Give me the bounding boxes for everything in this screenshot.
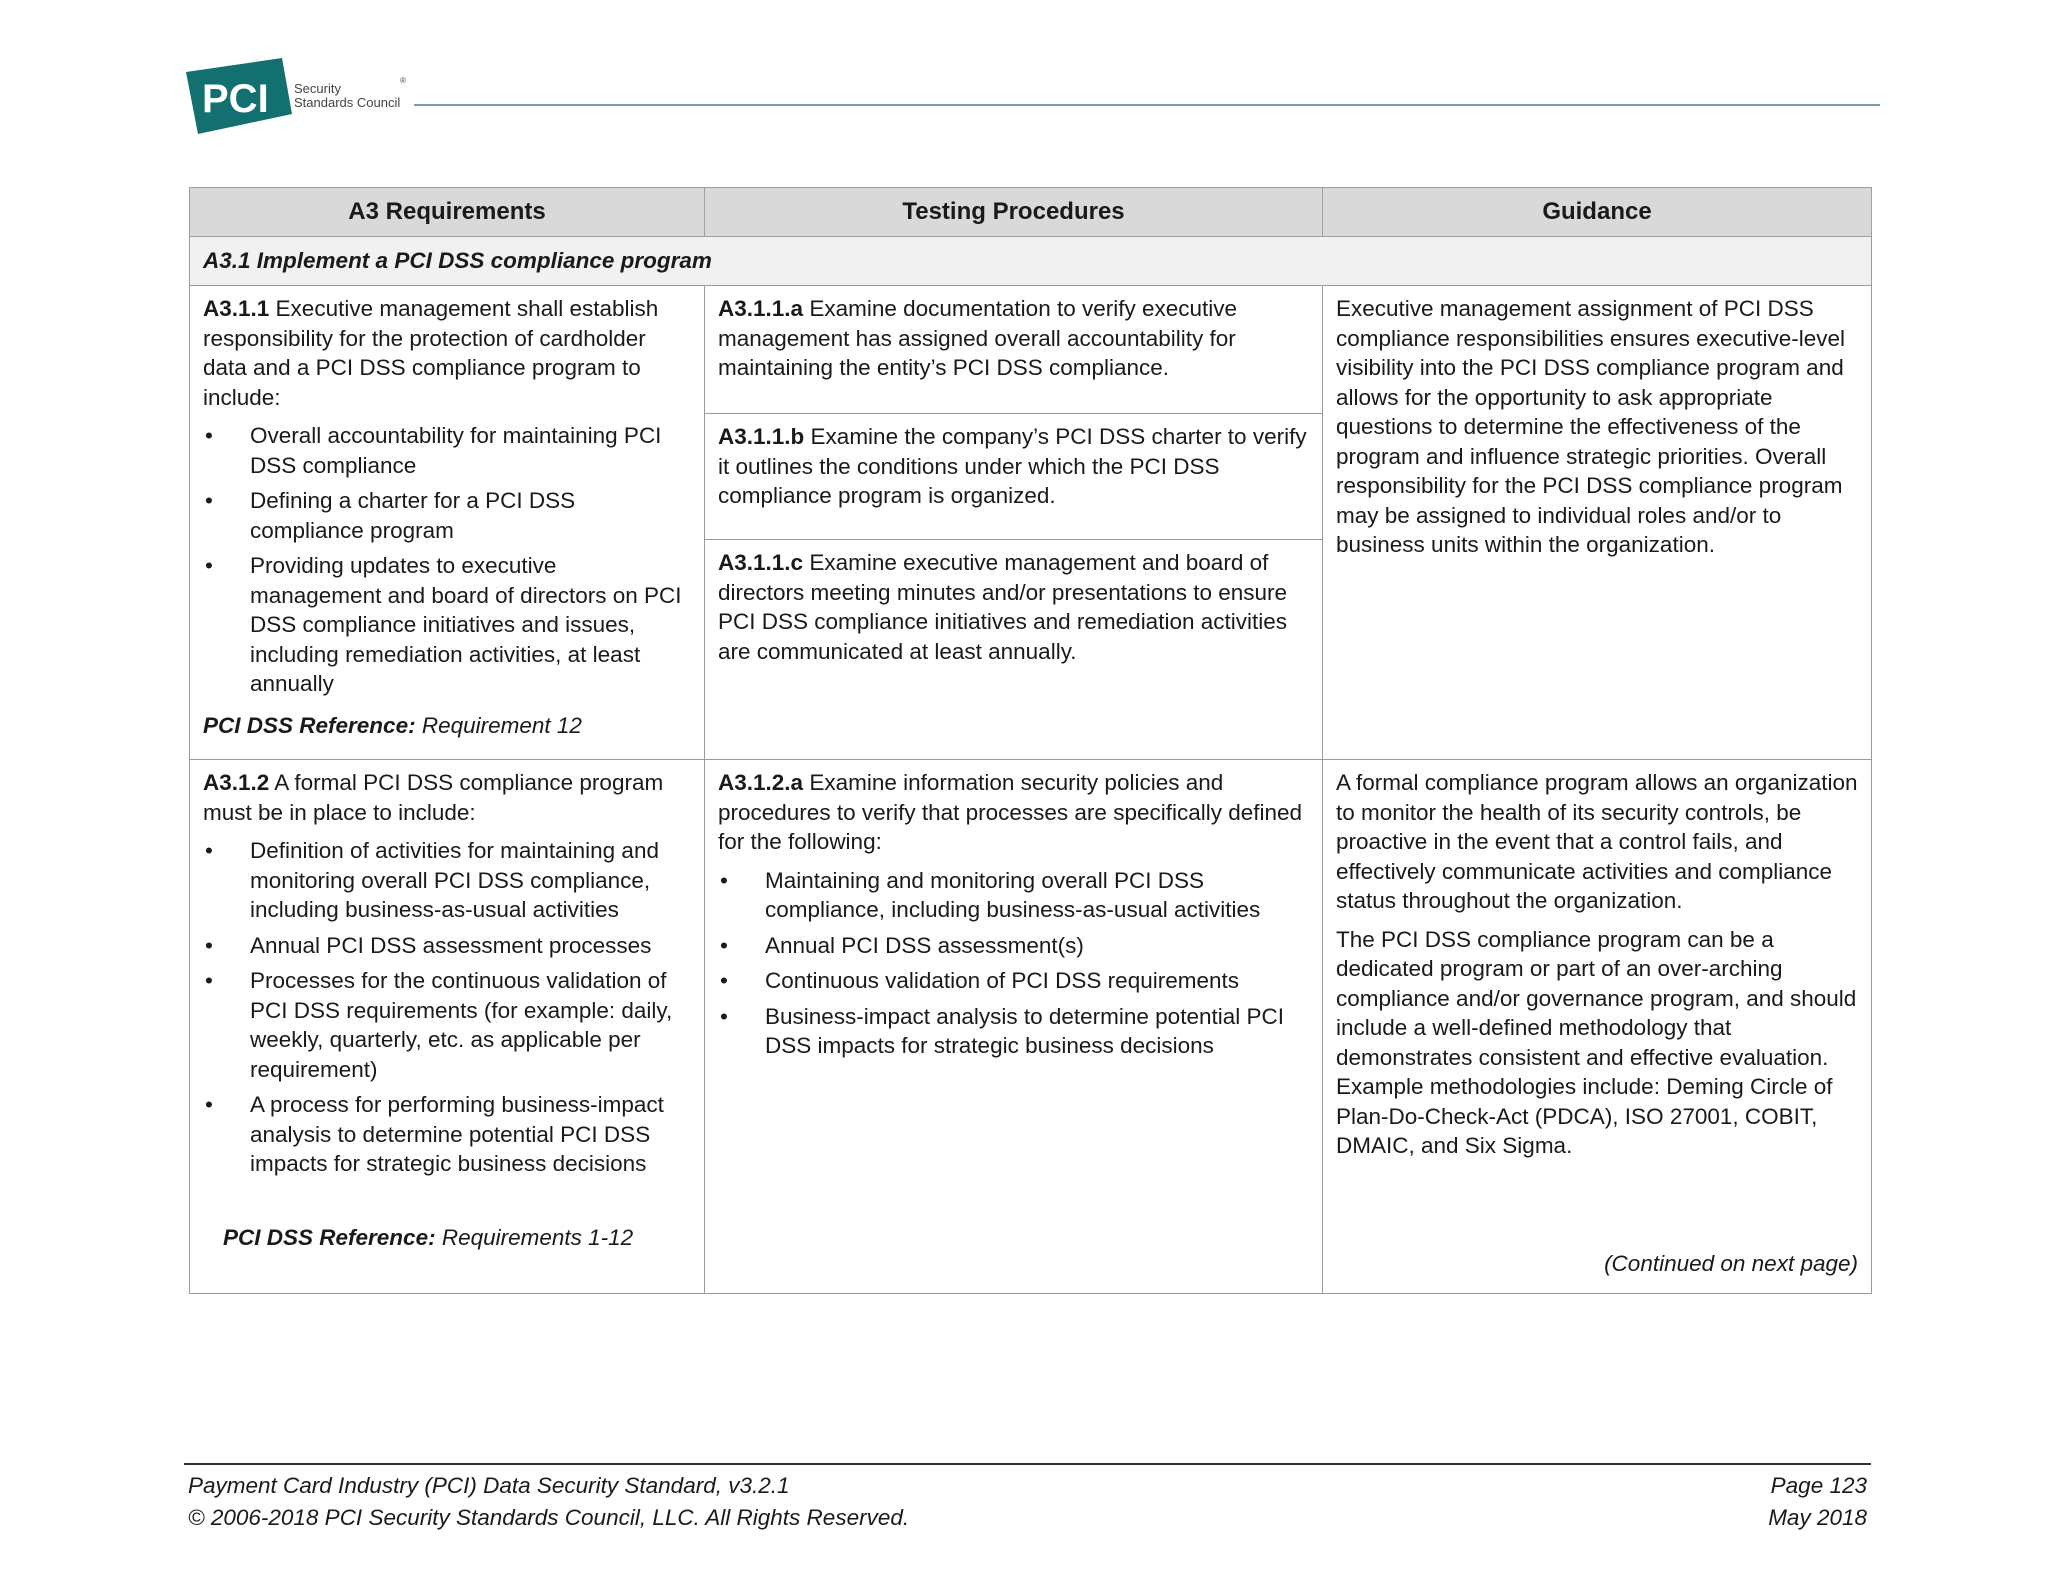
logo-caption — [294, 82, 400, 110]
pci-logo-mark — [186, 58, 292, 134]
section-row — [190, 237, 1872, 286]
list-item: • Definition of activities for maintaining and monitoring overall PCI DSS compliance, including business-as-usual activities — [203, 836, 691, 925]
footer-rule — [184, 1463, 1871, 1465]
guidance-text: Executive management assignment of PCI DSS compliance responsibilities ensures executive-level visibility into the PCI DSS compliance program and allows for the opportunity to ask appropriate questions to determine the effectiveness of the program and influence strategic priorities. Overall responsibility for the PCI DSS compliance program may be assigned to individual roles and/or to business units within the organization. — [1336, 296, 1845, 557]
list-item: • Defining a charter for a PCI DSS compliance program — [203, 486, 691, 545]
logo-mark-text: PCI — [202, 77, 269, 121]
list-item: • Annual PCI DSS assessment processes — [203, 931, 691, 961]
requirement-bullet-list — [203, 836, 691, 1179]
test-text: Examine executive management and board of directors meeting minutes and/or presentations to ensure PCI DSS compliance initiatives and remediation activities are communicated at least annually. — [718, 550, 1288, 664]
footer-document-title: Payment Card Industry (PCI) Data Security Standard, v3.2.1 — [188, 1473, 790, 1498]
guidance-paragraph: The PCI DSS compliance program can be a dedicated program or part of an over-arching compliance and/or governance program, and should include a well-defined methodology that demonstrates consistent and effective evaluation. Example methodologies include: Deming Circle of Plan-Do-Check-Act (PDCA), ISO 27001, COBIT, DMAIC, and Six Sigma. — [1336, 926, 1857, 1158]
test-id: A3.1.1.b — [718, 424, 805, 449]
footer-date: May 2018 — [1768, 1505, 1867, 1530]
test-procedure — [705, 540, 1322, 674]
logo-line-1: Security — [294, 81, 341, 96]
pci-logo — [186, 58, 416, 134]
page-footer — [188, 1470, 1867, 1534]
requirement-body: A formal PCI DSS compliance program must be in place to include: — [203, 770, 664, 825]
list-item: • Providing updates to executive management and board of directors on PCI DSS compliance initiatives and issues, including remediation activities, at least annually — [203, 551, 691, 699]
list-item: • Maintaining and monitoring overall PCI DSS compliance, including business-as-usual activities — [718, 866, 1309, 925]
test-id: A3.1.1.a — [718, 296, 804, 321]
list-item: • Overall accountability for maintaining PCI DSS compliance — [203, 421, 691, 480]
header-testing-procedures: Testing Procedures — [705, 188, 1323, 237]
header-requirements: A3 Requirements — [190, 188, 705, 237]
test-id: A3.1.2.a — [718, 770, 804, 795]
list-item: • A process for performing business-impact analysis to determine potential PCI DSS impacts for strategic business decisions — [203, 1090, 691, 1179]
header-rule — [414, 104, 1880, 106]
table-row-a3-1-1 — [190, 286, 1872, 760]
section-title: A3.1 Implement a PCI DSS compliance program — [190, 237, 1872, 286]
test-text: Examine the company’s PCI DSS charter to verify it outlines the conditions under which the PCI DSS compliance program is organized. — [718, 424, 1307, 508]
test-procedure — [705, 286, 1322, 414]
footer-page-number: Page 123 — [1770, 1473, 1867, 1498]
requirement-body: Executive management shall establish responsibility for the protection of cardholder data and a PCI DSS compliance program to include: — [203, 296, 659, 410]
list-item: • Processes for the continuous validation of PCI DSS requirements (for example: daily, weekly, quarterly, etc. as applicable per requirement) — [203, 966, 691, 1084]
pci-dss-reference — [203, 1223, 691, 1253]
requirement-id: A3.1.1 — [203, 296, 270, 321]
list-item: • Annual PCI DSS assessment(s) — [718, 931, 1309, 961]
requirement-bullet-list — [203, 421, 691, 699]
table-row-a3-1-2 — [190, 760, 1872, 1294]
test-bullet-list — [718, 866, 1309, 1061]
table-header-row — [190, 188, 1872, 237]
test-text: Examine documentation to verify executive management has assigned overall accountability for maintaining the entity’s PCI DSS compliance. — [718, 296, 1238, 380]
list-item: • Business-impact analysis to determine potential PCI DSS impacts for strategic business decisions — [718, 1002, 1309, 1061]
requirement-cell — [190, 760, 705, 1294]
footer-copyright: © 2006-2018 PCI Security Standards Council, LLC. All Rights Reserved. — [188, 1505, 910, 1530]
reference-value: Requirement 12 — [415, 712, 582, 738]
requirement-text — [203, 294, 691, 412]
requirement-text — [203, 768, 691, 827]
test-procedure — [718, 768, 1309, 857]
logo-line-2: Standards Council — [294, 95, 401, 110]
testing-cell — [705, 286, 1323, 760]
logo-registered-mark: ® — [400, 76, 406, 85]
guidance-cell — [1323, 760, 1872, 1294]
list-item: • Continuous validation of PCI DSS requirements — [718, 966, 1309, 996]
guidance-paragraph: A formal compliance program allows an organization to monitor the health of its security controls, be proactive in the event that a control fails, and effectively communicate activities and compliance status throughout the organization. — [1336, 770, 1858, 913]
requirements-table — [189, 187, 1872, 1294]
reference-label: PCI DSS Reference: — [203, 712, 416, 738]
pci-dss-reference — [203, 711, 691, 741]
testing-cell — [705, 760, 1323, 1294]
guidance-cell — [1323, 286, 1872, 760]
test-text: Examine information security policies and procedures to verify that processes are specifically defined for the following: — [718, 770, 1303, 854]
requirement-id: A3.1.2 — [203, 770, 270, 795]
header-guidance: Guidance — [1323, 188, 1872, 237]
requirement-cell — [190, 286, 705, 760]
test-procedure — [705, 414, 1322, 540]
reference-label: PCI DSS Reference: — [223, 1224, 436, 1250]
reference-value: Requirements 1-12 — [435, 1224, 634, 1250]
continued-note: (Continued on next page) — [1604, 1250, 1858, 1276]
test-id: A3.1.1.c — [718, 550, 804, 575]
